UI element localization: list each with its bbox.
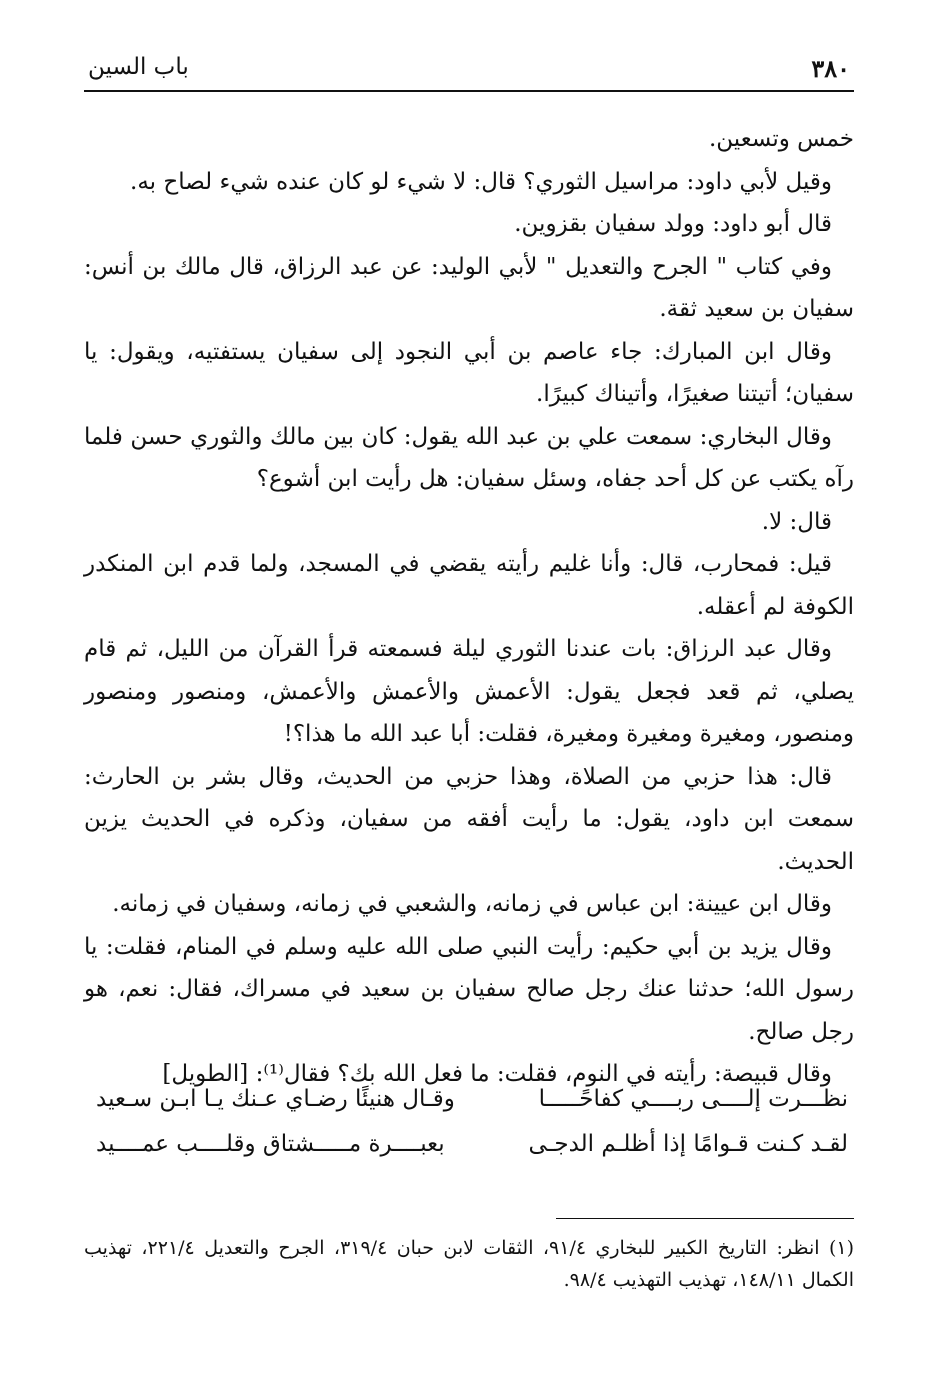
paragraph: وقيل لأبي داود: مراسيل الثوري؟ قال: لا شيء لو كان عنده شيء لصاح به. — [130, 168, 832, 195]
page-number: ٣٨٠ — [811, 54, 850, 83]
running-header — [84, 54, 854, 92]
paragraph: وقال البخاري: سمعت علي بن عبد الله يقول: كان بين مالك والثوري حسن فلما رآه يكتب عن كل أحد جفاه، وسئل سفيان: هل رأيت ابن أشوع؟ — [84, 423, 854, 492]
paragraph: وفي كتاب " الجرح والتعديل " لأبي الوليد: عن عبد الرزاق، قال مالك بن أنس: سفيان بن سعيد ثقة. — [84, 253, 854, 322]
verse-first-hemistich: نظـــرت إلــــى ربــــي كفاحًـــــا — [538, 1086, 848, 1112]
verse-second-hemistich: وقـال هنيئًا رضـاي عـنك يـا ابـن سـعيد — [96, 1086, 455, 1112]
verse-first-hemistich: لقـد كـنت قـوامًا إذا أظلـم الدجـى — [528, 1131, 848, 1157]
paragraph: وقال ابن المبارك: جاء عاصم بن أبي النجود إلى سفيان يستفتيه، ويقول: يا سفيان؛ أتيتنا صغيرًا، وأتيناك كبيرًا. — [84, 338, 854, 407]
verse-second-hemistich: بعبــــرة مـــــشتاق وقلــــب عمــــيد — [96, 1131, 445, 1157]
poem-verse — [96, 1131, 848, 1173]
paragraph: وقال عبد الرزاق: بات عندنا الثوري ليلة فسمعته قرأ القرآن من الليل، ثم قام يصلي، ثم قعد فجعل يقول: الأعمش والأعمش والأعمش، ومنصور ومنصور ومنصور، ومغيرة ومغيرة ومغيرة، فقلت: أبا عبد الله ما هذا؟! — [84, 636, 854, 747]
section-title: باب السين — [88, 54, 189, 80]
poem-verse — [96, 1086, 848, 1128]
paragraph: قال أبو داود: وولد سفيان بقزوين. — [514, 211, 832, 237]
footnote: (١) انظر: التاريخ الكبير للبخاري ٩١/٤، الثقات لابن حبان ٣١٩/٤، الجرح والتعديل ٢٢١/٤، تهذيب الكمال ١٤٨/١١، تهذيب التهذيب ٩٨/٤. — [84, 1237, 855, 1291]
paragraph: خمس وتسعين. — [708, 126, 854, 152]
footnote-divider — [556, 1218, 854, 1219]
footnotes — [84, 1232, 854, 1296]
paragraph: قيل: فمحارب، قال: وأنا غليم رأيته يقضي في المسجد، ولما قدم ابن المنكدر الكوفة لم أعقله. — [84, 551, 854, 620]
paragraph: قال: هذا حزبي من الصلاة، وهذا حزبي من الحديث، وقال بشر بن الحارث: سمعت ابن داود، يقول: ما رأيت أفقه من سفيان، وذكره في الحديث يزين الحديث. — [84, 763, 854, 875]
paragraph: وقال يزيد بن أبي حكيم: رأيت النبي صلى الله عليه وسلم في المنام، فقلت: يا رسول الله؛ حدثنا عنك رجل صالح سفيان بن سعيد في مسراك، فقال: نعم، هو رجل صالح. — [84, 933, 854, 1045]
main-text — [84, 118, 854, 1096]
paragraph: وقال قبيصة: رأيته في النوم، فقلت: ما فعل الله بك؟ فقال⁽¹⁾: [الطويل] — [162, 1061, 832, 1087]
paragraph: قال: لا. — [761, 508, 832, 535]
paragraph: وقال ابن عيينة: ابن عباس في زمانه، والشعبي في زمانه، وسفيان في زمانه. — [112, 891, 832, 917]
